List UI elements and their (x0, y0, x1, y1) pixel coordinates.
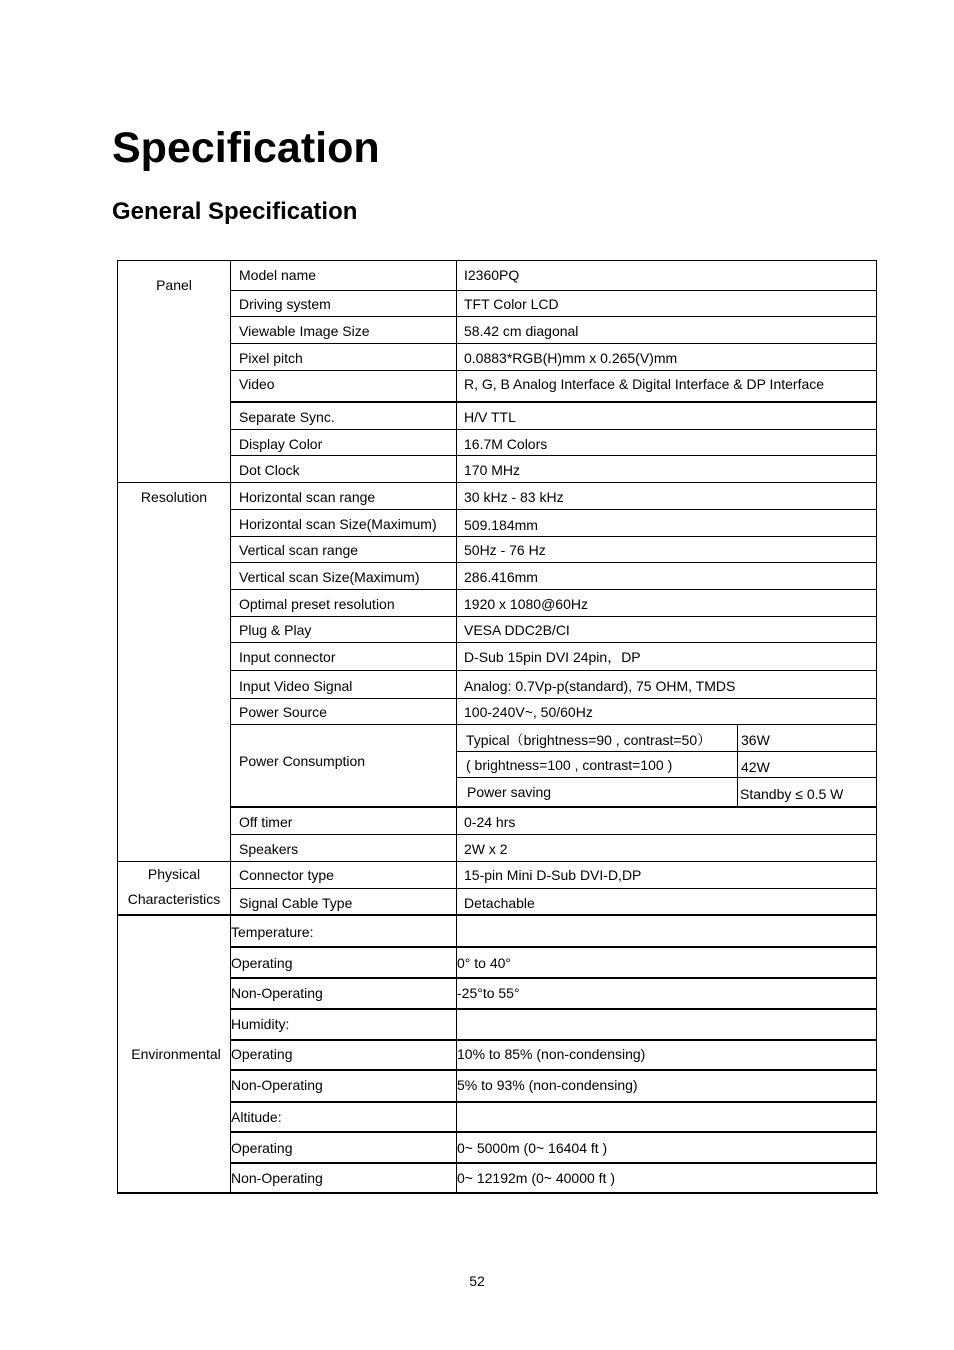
category-sep-resolution (117, 861, 877, 862)
row-sep (230, 343, 877, 344)
row-label-speakers: Speakers (239, 841, 299, 857)
row-value-separate-sync: H/V TTL (464, 409, 516, 425)
row-sep (230, 455, 877, 456)
power-max-condition: ( brightness=100 , contrast=100 ) (466, 757, 673, 773)
row-sep (230, 316, 877, 317)
row-sep (456, 751, 877, 752)
row-value-optimal-resolution: 1920 x 1080@60Hz (464, 596, 588, 612)
row-value-viewable-size: 58.42 cm diagonal (464, 323, 579, 339)
row-label-v-scan-size: Vertical scan Size(Maximum) (239, 569, 420, 585)
row-value-signal-cable: Detachable (464, 895, 535, 911)
row-label-h-scan-range: Horizontal scan range (239, 489, 376, 505)
row-sep (230, 834, 877, 835)
row-value-h-scan-size: 509.184mm (464, 517, 538, 533)
category-resolution: Resolution (140, 489, 208, 505)
env-value-altitude-operating: 0~ 5000m (0~ 16404 ft ) (457, 1140, 608, 1156)
row-label-video: Video (239, 376, 275, 392)
row-sep (230, 1008, 877, 1010)
category-sep-physical (117, 914, 877, 916)
power-typical-condition: Typical（brightness=90 , contrast=50） (466, 732, 712, 748)
row-sep (230, 977, 877, 979)
row-label-v-scan-range: Vertical scan range (239, 542, 359, 558)
row-label-viewable-size: Viewable Image Size (239, 323, 370, 339)
row-value-speakers: 2W x 2 (464, 841, 508, 857)
row-sep (230, 1039, 877, 1041)
row-label-power-consumption: Power Consumption (239, 753, 366, 769)
row-label-pixel-pitch: Pixel pitch (239, 350, 303, 366)
col-divider-3 (737, 725, 738, 807)
row-value-model-name: I2360PQ (464, 267, 520, 283)
power-saving-value: Standby ≤ 0.5 W (740, 786, 844, 802)
env-label-altitude-non-operating: Non-Operating (231, 1170, 323, 1186)
row-value-h-scan-range: 30 kHz - 83 kHz (464, 489, 564, 505)
row-label-connector-type: Connector type (239, 867, 334, 883)
row-value-v-scan-size: 286.416mm (464, 569, 538, 585)
table-border-top (117, 260, 877, 261)
category-physical: Physical (147, 866, 201, 882)
row-sep (230, 370, 877, 371)
row-sep (230, 616, 877, 617)
page-number: 52 (469, 1273, 485, 1289)
row-value-input-connector: D-Sub 15pin DVI 24pin，DP (464, 649, 641, 665)
row-sep (230, 1069, 877, 1071)
row-value-off-timer: 0-24 hrs (464, 814, 516, 830)
row-sep (456, 777, 877, 778)
env-label-humidity: Humidity: (231, 1016, 290, 1032)
env-value-humidity-operating: 10% to 85% (non-condensing) (457, 1046, 646, 1062)
row-sep (230, 888, 877, 889)
category-sep-panel (117, 482, 877, 483)
row-sep (230, 670, 877, 671)
row-value-driving-system: TFT Color LCD (464, 296, 559, 312)
category-panel: Panel (156, 277, 192, 293)
page-title: Specification (112, 124, 380, 172)
row-sep (230, 401, 877, 403)
row-sep (230, 562, 877, 563)
row-value-power-source: 100-240V~, 50/60Hz (464, 704, 593, 720)
row-value-dot-clock: 170 MHz (464, 462, 521, 478)
row-label-display-color: Display Color (239, 436, 323, 452)
row-value-input-video-signal: Analog: 0.7Vp-p(standard), 75 OHM, TMDS (464, 678, 736, 694)
row-value-pixel-pitch: 0.0883*RGB(H)mm x 0.265(V)mm (464, 350, 678, 366)
table-border-bottom (117, 1192, 878, 1194)
power-saving-condition: Power saving (467, 784, 552, 800)
row-sep (230, 1101, 877, 1103)
row-value-connector-type: 15-pin Mini D-Sub DVI-D,DP (464, 867, 642, 883)
env-label-humidity-operating: Operating (231, 1046, 293, 1062)
row-label-separate-sync: Separate Sync. (239, 409, 335, 425)
section-title: General Specification (112, 198, 358, 225)
env-label-temp-non-operating: Non-Operating (231, 985, 323, 1001)
row-label-input-video-signal: Input Video Signal (239, 678, 353, 694)
row-sep (230, 509, 877, 510)
row-label-h-scan-size: Horizontal scan Size(Maximum) (239, 516, 437, 532)
env-value-humidity-non-operating: 5% to 93% (non-condensing) (457, 1077, 638, 1093)
row-sep (230, 946, 877, 948)
row-sep (230, 589, 877, 590)
row-label-input-connector: Input connector (239, 649, 336, 665)
row-label-off-timer: Off timer (239, 814, 293, 830)
env-label-altitude-operating: Operating (231, 1140, 293, 1156)
row-sep (230, 1131, 877, 1133)
row-sep (230, 1162, 877, 1164)
env-value-altitude-non-operating: 0~ 12192m (0~ 40000 ft ) (457, 1170, 615, 1186)
row-sep (230, 536, 877, 537)
row-label-optimal-resolution: Optimal preset resolution (239, 596, 395, 612)
power-typical-value: 36W (741, 732, 770, 748)
env-value-temp-operating: 0° to 40° (457, 955, 512, 971)
row-label-signal-cable: Signal Cable Type (239, 895, 353, 911)
row-sep (230, 429, 877, 430)
row-sep (230, 642, 877, 643)
category-characteristics: Characteristics (127, 891, 221, 907)
row-sep (230, 806, 877, 808)
env-label-altitude: Altitude: (231, 1109, 282, 1125)
row-label-plug-and-play: Plug & Play (239, 622, 312, 638)
row-sep (230, 724, 877, 725)
row-label-model-name: Model name (239, 267, 317, 283)
env-label-temperature: Temperature: (231, 924, 314, 940)
env-label-temp-operating: Operating (231, 955, 293, 971)
row-value-display-color: 16.7M Colors (464, 436, 548, 452)
row-sep (230, 290, 877, 291)
row-value-v-scan-range: 50Hz - 76 Hz (464, 542, 546, 558)
row-value-video: R, G, B Analog Interface & Digital Interface & DP Interface (464, 376, 825, 392)
env-value-temp-non-operating: -25°to 55° (457, 985, 520, 1001)
row-label-power-source: Power Source (239, 704, 327, 720)
env-label-humidity-non-operating: Non-Operating (231, 1077, 323, 1093)
row-value-plug-and-play: VESA DDC2B/CI (464, 622, 570, 638)
category-environmental: Environmental (131, 1046, 221, 1062)
row-sep (230, 698, 877, 699)
row-label-dot-clock: Dot Clock (239, 462, 300, 478)
row-label-driving-system: Driving system (239, 296, 331, 312)
power-max-value: 42W (741, 759, 770, 775)
